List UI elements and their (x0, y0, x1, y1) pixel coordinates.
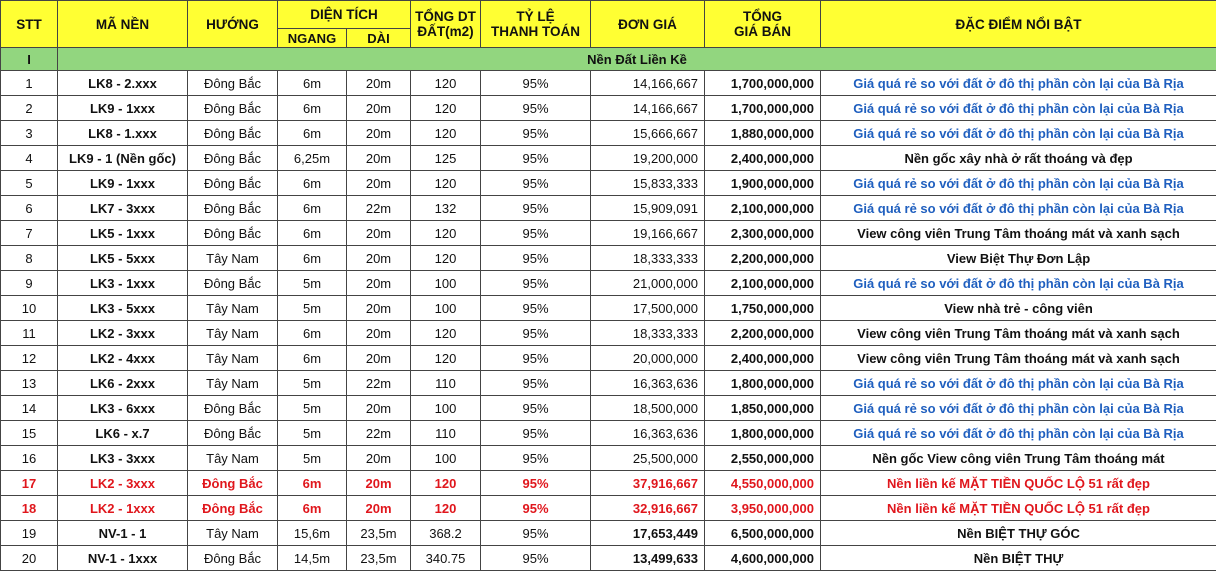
cell-unit-price: 13,499,633 (591, 546, 705, 571)
section-row (1, 48, 1216, 71)
cell-rate: 95% (481, 546, 591, 571)
header-ma-nen: MÃ NỀN (58, 1, 188, 48)
cell-area: 120 (411, 96, 481, 121)
cell-unit-price: 15,833,333 (591, 171, 705, 196)
cell-direction: Đông Bắc (188, 171, 278, 196)
cell-code: LK5 - 1xxx (58, 221, 188, 246)
table-row (1, 246, 1216, 271)
table-row (1, 446, 1216, 471)
cell-width: 5m (278, 396, 347, 421)
cell-code: LK3 - 3xxx (58, 446, 188, 471)
cell-code: LK2 - 3xxx (58, 321, 188, 346)
cell-stt: 13 (1, 371, 58, 396)
cell-total-price: 4,550,000,000 (705, 471, 821, 496)
cell-total-price: 1,700,000,000 (705, 71, 821, 96)
cell-rate: 95% (481, 321, 591, 346)
cell-stt: 20 (1, 546, 58, 571)
cell-unit-price: 19,166,667 (591, 221, 705, 246)
cell-length: 20m (347, 396, 411, 421)
cell-area: 120 (411, 471, 481, 496)
cell-width: 14,5m (278, 546, 347, 571)
cell-direction: Đông Bắc (188, 146, 278, 171)
header-ty-le (481, 1, 591, 48)
cell-unit-price: 32,916,667 (591, 496, 705, 521)
cell-total-price: 4,600,000,000 (705, 546, 821, 571)
cell-unit-price: 14,166,667 (591, 96, 705, 121)
cell-length: 20m (347, 121, 411, 146)
cell-direction: Đông Bắc (188, 496, 278, 521)
cell-rate: 95% (481, 471, 591, 496)
cell-area: 120 (411, 221, 481, 246)
cell-area: 120 (411, 171, 481, 196)
cell-total-price: 2,200,000,000 (705, 246, 821, 271)
cell-length: 20m (347, 446, 411, 471)
table-row (1, 496, 1216, 521)
cell-length: 20m (347, 496, 411, 521)
cell-stt: 4 (1, 146, 58, 171)
cell-unit-price: 18,500,000 (591, 396, 705, 421)
table-row (1, 71, 1216, 96)
cell-direction: Tây Nam (188, 346, 278, 371)
cell-total-price: 6,500,000,000 (705, 521, 821, 546)
cell-area: 120 (411, 121, 481, 146)
cell-direction: Đông Bắc (188, 396, 278, 421)
cell-width: 6m (278, 346, 347, 371)
cell-code: NV-1 - 1 (58, 521, 188, 546)
cell-unit-price: 15,666,667 (591, 121, 705, 146)
table-row (1, 221, 1216, 246)
cell-direction: Đông Bắc (188, 421, 278, 446)
header-ngang: NGANG (278, 29, 347, 48)
cell-stt: 1 (1, 71, 58, 96)
header-tong-dt (411, 1, 481, 48)
table-row (1, 471, 1216, 496)
cell-length: 20m (347, 246, 411, 271)
cell-length: 22m (347, 421, 411, 446)
cell-length: 20m (347, 471, 411, 496)
cell-code: LK5 - 5xxx (58, 246, 188, 271)
cell-feature: Giá quá rẻ so với đất ở đô thị phần còn lại của Bà Rịa (821, 121, 1216, 146)
cell-total-price: 1,900,000,000 (705, 171, 821, 196)
cell-total-price: 1,750,000,000 (705, 296, 821, 321)
cell-stt: 12 (1, 346, 58, 371)
cell-width: 5m (278, 421, 347, 446)
cell-direction: Đông Bắc (188, 221, 278, 246)
cell-feature: Nền BIỆT THỰ (821, 546, 1216, 571)
header-don-gia: ĐƠN GIÁ (591, 1, 705, 48)
cell-area: 100 (411, 396, 481, 421)
cell-feature: Nền BIỆT THỰ GÓC (821, 521, 1216, 546)
cell-unit-price: 18,333,333 (591, 321, 705, 346)
cell-feature: Giá quá rẻ so với đất ở đô thị phần còn lại của Bà Rịa (821, 71, 1216, 96)
cell-feature: Giá quá rẻ so với đất ở đô thị phần còn lại của Bà Rịa (821, 371, 1216, 396)
cell-unit-price: 17,653,449 (591, 521, 705, 546)
cell-unit-price: 25,500,000 (591, 446, 705, 471)
cell-unit-price: 15,909,091 (591, 196, 705, 221)
table-row (1, 396, 1216, 421)
table-row (1, 96, 1216, 121)
cell-total-price: 1,850,000,000 (705, 396, 821, 421)
table-row (1, 121, 1216, 146)
cell-unit-price: 19,200,000 (591, 146, 705, 171)
cell-total-price: 2,400,000,000 (705, 146, 821, 171)
table-row (1, 271, 1216, 296)
cell-unit-price: 17,500,000 (591, 296, 705, 321)
cell-code: LK8 - 1.xxx (58, 121, 188, 146)
table-row (1, 346, 1216, 371)
cell-total-price: 2,100,000,000 (705, 196, 821, 221)
cell-stt: 2 (1, 96, 58, 121)
cell-stt: 5 (1, 171, 58, 196)
cell-direction: Đông Bắc (188, 71, 278, 96)
header-tong-dt-line2: ĐẤT(m2) (417, 24, 474, 39)
cell-code: LK2 - 1xxx (58, 496, 188, 521)
cell-stt: 17 (1, 471, 58, 496)
header-tong-gia-line1: TỔNG (743, 9, 782, 24)
cell-direction: Đông Bắc (188, 121, 278, 146)
table-row (1, 171, 1216, 196)
header-tong-gia (705, 1, 821, 48)
cell-rate: 95% (481, 96, 591, 121)
cell-rate: 95% (481, 296, 591, 321)
cell-width: 6m (278, 321, 347, 346)
cell-width: 6m (278, 246, 347, 271)
cell-total-price: 2,300,000,000 (705, 221, 821, 246)
cell-width: 5m (278, 371, 347, 396)
cell-stt: 19 (1, 521, 58, 546)
header-dai: DÀI (347, 29, 411, 48)
cell-feature: Giá quá rẻ so với đất ở đô thị phần còn lại của Bà Rịa (821, 271, 1216, 296)
cell-area: 100 (411, 296, 481, 321)
cell-stt: 16 (1, 446, 58, 471)
cell-rate: 95% (481, 446, 591, 471)
cell-area: 120 (411, 496, 481, 521)
cell-total-price: 3,950,000,000 (705, 496, 821, 521)
cell-area: 120 (411, 321, 481, 346)
cell-code: NV-1 - 1xxx (58, 546, 188, 571)
cell-width: 6m (278, 121, 347, 146)
cell-total-price: 2,400,000,000 (705, 346, 821, 371)
cell-width: 6,25m (278, 146, 347, 171)
cell-feature: View nhà trẻ - công viên (821, 296, 1216, 321)
cell-total-price: 1,800,000,000 (705, 371, 821, 396)
cell-direction: Đông Bắc (188, 196, 278, 221)
cell-feature: View Biệt Thự Đơn Lập (821, 246, 1216, 271)
cell-width: 5m (278, 296, 347, 321)
cell-length: 23,5m (347, 546, 411, 571)
cell-feature: Giá quá rẻ so với đất ở đô thị phần còn lại của Bà Rịa (821, 396, 1216, 421)
header-tong-gia-line2: GIÁ BÁN (734, 24, 791, 39)
cell-rate: 95% (481, 146, 591, 171)
cell-area: 100 (411, 446, 481, 471)
cell-area: 120 (411, 71, 481, 96)
cell-direction: Tây Nam (188, 521, 278, 546)
cell-area: 100 (411, 271, 481, 296)
cell-direction: Tây Nam (188, 246, 278, 271)
cell-area: 110 (411, 371, 481, 396)
cell-stt: 7 (1, 221, 58, 246)
table-row (1, 196, 1216, 221)
cell-stt: 3 (1, 121, 58, 146)
header-ty-le-line1: TỶ LỆ (516, 9, 555, 24)
cell-rate: 95% (481, 396, 591, 421)
cell-feature: Giá quá rẻ so với đất ở đô thị phần còn lại của Bà Rịa (821, 196, 1216, 221)
cell-length: 20m (347, 321, 411, 346)
table-row (1, 421, 1216, 446)
cell-stt: 8 (1, 246, 58, 271)
cell-width: 6m (278, 71, 347, 96)
cell-rate: 95% (481, 121, 591, 146)
cell-length: 20m (347, 221, 411, 246)
table-row (1, 321, 1216, 346)
cell-code: LK6 - x.7 (58, 421, 188, 446)
cell-direction: Tây Nam (188, 446, 278, 471)
cell-rate: 95% (481, 521, 591, 546)
cell-area: 368.2 (411, 521, 481, 546)
cell-length: 23,5m (347, 521, 411, 546)
cell-direction: Đông Bắc (188, 96, 278, 121)
cell-stt: 11 (1, 321, 58, 346)
cell-code: LK3 - 5xxx (58, 296, 188, 321)
section-index: I (1, 48, 58, 71)
cell-rate: 95% (481, 346, 591, 371)
table-row (1, 521, 1216, 546)
cell-direction: Tây Nam (188, 371, 278, 396)
cell-code: LK6 - 2xxx (58, 371, 188, 396)
cell-total-price: 1,880,000,000 (705, 121, 821, 146)
cell-stt: 15 (1, 421, 58, 446)
cell-rate: 95% (481, 221, 591, 246)
cell-total-price: 1,700,000,000 (705, 96, 821, 121)
cell-direction: Đông Bắc (188, 271, 278, 296)
cell-stt: 14 (1, 396, 58, 421)
cell-code: LK3 - 1xxx (58, 271, 188, 296)
cell-stt: 10 (1, 296, 58, 321)
cell-rate: 95% (481, 421, 591, 446)
cell-feature: Nền liền kế MẶT TIỀN QUỐC LỘ 51 rất đẹp (821, 471, 1216, 496)
cell-code: LK3 - 6xxx (58, 396, 188, 421)
cell-feature: Nền liền kế MẶT TIỀN QUỐC LỘ 51 rất đẹp (821, 496, 1216, 521)
cell-stt: 6 (1, 196, 58, 221)
cell-length: 20m (347, 71, 411, 96)
cell-length: 22m (347, 196, 411, 221)
cell-length: 20m (347, 146, 411, 171)
cell-width: 6m (278, 196, 347, 221)
table-row (1, 296, 1216, 321)
cell-area: 125 (411, 146, 481, 171)
header-ty-le-line2: THANH TOÁN (491, 24, 580, 39)
cell-code: LK2 - 3xxx (58, 471, 188, 496)
cell-direction: Tây Nam (188, 321, 278, 346)
cell-width: 15,6m (278, 521, 347, 546)
cell-unit-price: 14,166,667 (591, 71, 705, 96)
cell-total-price: 1,800,000,000 (705, 421, 821, 446)
cell-code: LK9 - 1 (Nền gốc) (58, 146, 188, 171)
cell-length: 20m (347, 296, 411, 321)
cell-length: 20m (347, 346, 411, 371)
cell-width: 5m (278, 446, 347, 471)
cell-length: 20m (347, 96, 411, 121)
cell-code: LK9 - 1xxx (58, 171, 188, 196)
cell-width: 6m (278, 471, 347, 496)
cell-area: 120 (411, 346, 481, 371)
table-row (1, 146, 1216, 171)
cell-direction: Tây Nam (188, 296, 278, 321)
cell-direction: Đông Bắc (188, 471, 278, 496)
cell-direction: Đông Bắc (188, 546, 278, 571)
cell-feature: Giá quá rẻ so với đất ở đô thị phần còn lại của Bà Rịa (821, 421, 1216, 446)
cell-feature: Nền gốc View công viên Trung Tâm thoáng mát (821, 446, 1216, 471)
cell-stt: 9 (1, 271, 58, 296)
cell-width: 5m (278, 271, 347, 296)
cell-unit-price: 37,916,667 (591, 471, 705, 496)
cell-rate: 95% (481, 71, 591, 96)
cell-total-price: 2,100,000,000 (705, 271, 821, 296)
cell-area: 132 (411, 196, 481, 221)
table-row (1, 546, 1216, 571)
cell-stt: 18 (1, 496, 58, 521)
cell-unit-price: 21,000,000 (591, 271, 705, 296)
cell-code: LK9 - 1xxx (58, 96, 188, 121)
cell-rate: 95% (481, 246, 591, 271)
cell-feature: View công viên Trung Tâm thoáng mát và xanh sạch (821, 221, 1216, 246)
header-huong: HƯỚNG (188, 1, 278, 48)
section-title: Nền Đất Liền Kề (58, 48, 1216, 71)
table-row (1, 371, 1216, 396)
cell-feature: View công viên Trung Tâm thoáng mát và xanh sạch (821, 346, 1216, 371)
cell-area: 110 (411, 421, 481, 446)
cell-width: 6m (278, 221, 347, 246)
cell-total-price: 2,200,000,000 (705, 321, 821, 346)
cell-feature: View công viên Trung Tâm thoáng mát và xanh sạch (821, 321, 1216, 346)
cell-area: 340.75 (411, 546, 481, 571)
cell-rate: 95% (481, 496, 591, 521)
cell-rate: 95% (481, 196, 591, 221)
cell-length: 20m (347, 271, 411, 296)
cell-code: LK8 - 2.xxx (58, 71, 188, 96)
header-dien-tich: DIỆN TÍCH (278, 1, 411, 29)
cell-unit-price: 20,000,000 (591, 346, 705, 371)
cell-feature: Nền gốc xây nhà ở rất thoáng và đẹp (821, 146, 1216, 171)
cell-code: LK2 - 4xxx (58, 346, 188, 371)
cell-feature: Giá quá rẻ so với đất ở đô thị phần còn lại của Bà Rịa (821, 96, 1216, 121)
cell-unit-price: 16,363,636 (591, 371, 705, 396)
cell-rate: 95% (481, 271, 591, 296)
cell-width: 6m (278, 496, 347, 521)
cell-rate: 95% (481, 171, 591, 196)
header-dac-diem: ĐẶC ĐIỂM NỔI BẬT (821, 1, 1216, 48)
cell-unit-price: 18,333,333 (591, 246, 705, 271)
cell-unit-price: 16,363,636 (591, 421, 705, 446)
cell-total-price: 2,550,000,000 (705, 446, 821, 471)
header-stt: STT (1, 1, 58, 48)
cell-length: 22m (347, 371, 411, 396)
cell-width: 6m (278, 96, 347, 121)
cell-rate: 95% (481, 371, 591, 396)
cell-feature: Giá quá rẻ so với đất ở đô thị phần còn lại của Bà Rịa (821, 171, 1216, 196)
cell-code: LK7 - 3xxx (58, 196, 188, 221)
cell-length: 20m (347, 171, 411, 196)
header-tong-dt-line1: TỔNG DT (415, 9, 476, 24)
cell-width: 6m (278, 171, 347, 196)
cell-area: 120 (411, 246, 481, 271)
